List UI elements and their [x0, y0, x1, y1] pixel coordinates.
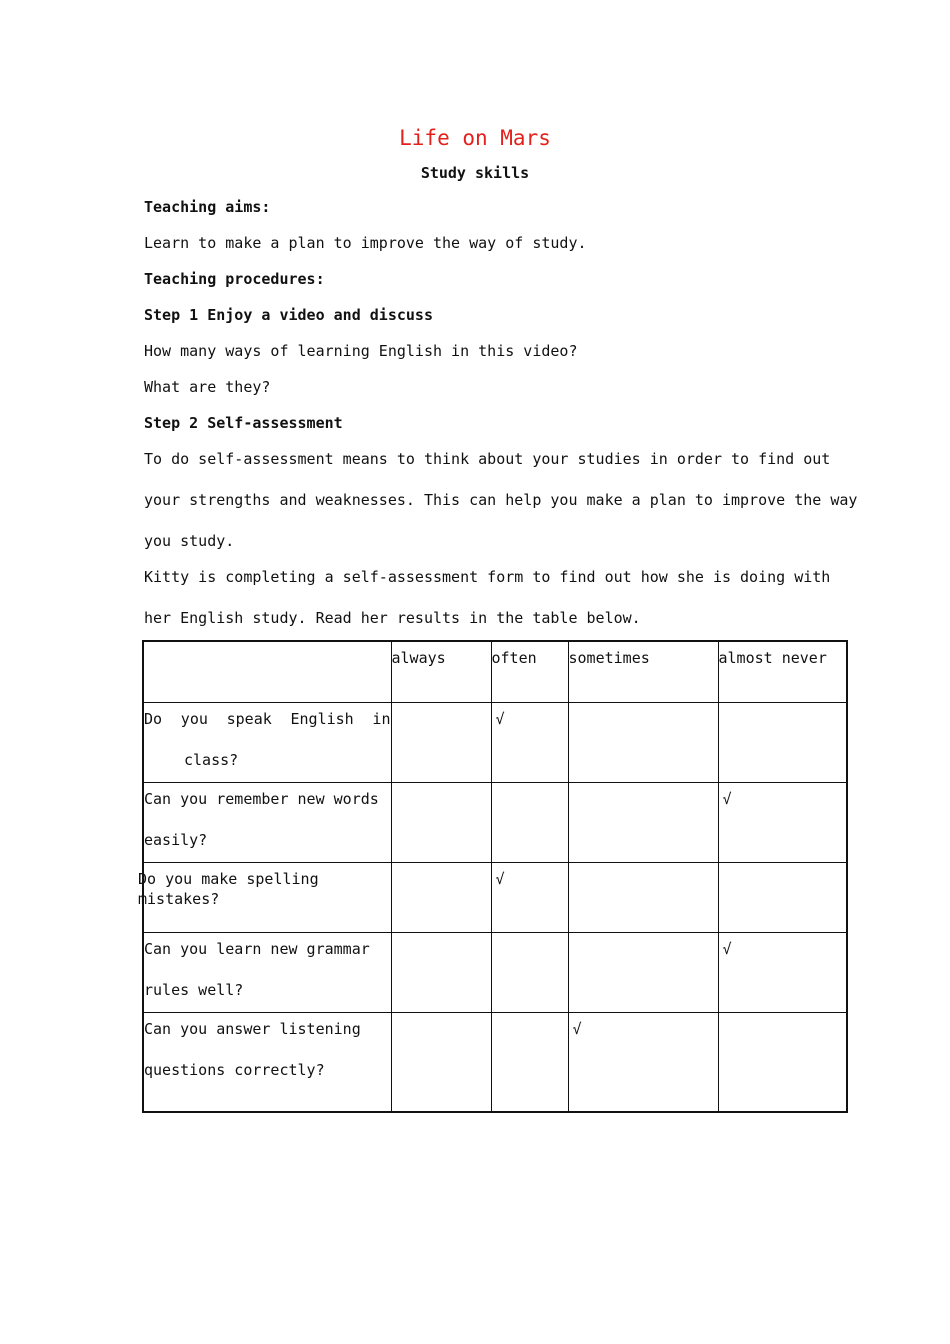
- answer-cell-always: [391, 1012, 491, 1112]
- answer-cell-almost-never: [718, 932, 847, 1012]
- table-header-cell: almost never: [718, 641, 847, 702]
- step1-question-1: How many ways of learning English in this video?: [144, 342, 578, 360]
- self-assessment-table: [138, 640, 848, 1113]
- question-line-1: Can you learn new grammar: [144, 939, 370, 958]
- question-line-1: Can you remember new words: [144, 789, 379, 808]
- step2-para2-line2: her English study. Read her results in the table below.: [144, 609, 641, 627]
- table-header-row: [143, 641, 847, 702]
- answer-cell-almost-never: [718, 782, 847, 862]
- question-line-1: Can you answer listening: [144, 1019, 361, 1038]
- answer-cell-often: [491, 932, 568, 1012]
- answer-cell-sometimes: [568, 862, 718, 932]
- table-header-cell: always: [391, 641, 491, 702]
- question-line-1: Do you speak English in: [144, 709, 391, 728]
- procedures-heading: Teaching procedures:: [144, 270, 325, 288]
- answer-cell-sometimes: [568, 782, 718, 862]
- answer-cell-sometimes: [568, 702, 718, 782]
- table-header-cell: often: [491, 641, 568, 702]
- table-row: [143, 932, 847, 1012]
- answer-cell-always: [391, 702, 491, 782]
- check-mark: √: [572, 1019, 582, 1038]
- answer-cell-often: [491, 782, 568, 862]
- step2-para2-line1: Kitty is completing a self-assessment form to find out how she is doing with: [144, 568, 831, 586]
- table-row: [143, 862, 847, 932]
- table-row: [143, 782, 847, 862]
- answer-cell-almost-never: [718, 1012, 847, 1112]
- question-line-1: Do you make spelling mistakes?: [138, 869, 319, 908]
- step2-para1-line1: To do self-assessment means to think about your studies in order to find out: [144, 450, 831, 468]
- question-cell: [143, 782, 391, 862]
- question-cell: [143, 1012, 391, 1112]
- step1-heading: Step 1 Enjoy a video and discuss: [144, 306, 433, 324]
- answer-cell-sometimes: [568, 1012, 718, 1112]
- question-cell: [143, 702, 391, 782]
- question-line-2: rules well?: [144, 980, 244, 999]
- question-line-2: easily?: [144, 830, 208, 849]
- check-mark: √: [495, 709, 505, 728]
- step2-para1-line2: your strengths and weaknesses. This can help you make a plan to improve the way: [144, 491, 858, 509]
- question-line-2: class?: [184, 750, 239, 769]
- table-header-cell: sometimes: [568, 641, 718, 702]
- check-mark: √: [495, 869, 505, 888]
- answer-cell-always: [391, 932, 491, 1012]
- table-row: [143, 702, 847, 782]
- answer-cell-almost-never: [718, 702, 847, 782]
- step2-para1-line3: you study.: [144, 532, 235, 550]
- answer-cell-often: [491, 702, 568, 782]
- question-line-2: questions correctly?: [144, 1060, 325, 1079]
- step2-heading: Step 2 Self-assessment: [144, 414, 343, 432]
- aims-text: Learn to make a plan to improve the way of study.: [144, 234, 587, 252]
- step1-question-2: What are they?: [144, 378, 271, 396]
- table-row: [143, 1012, 847, 1112]
- table-header-cell: [143, 641, 391, 702]
- question-cell: [143, 932, 391, 1012]
- check-mark: √: [722, 939, 732, 958]
- aims-heading: Teaching aims:: [144, 198, 271, 216]
- answer-cell-often: [491, 1012, 568, 1112]
- answer-cell-almost-never: [718, 862, 847, 932]
- answer-cell-always: [391, 782, 491, 862]
- answer-cell-always: [391, 862, 491, 932]
- question-cell: [138, 862, 391, 932]
- document-subtitle: Study skills: [420, 164, 530, 182]
- document-title: Life on Mars: [399, 126, 551, 150]
- answer-cell-sometimes: [568, 932, 718, 1012]
- answer-cell-often: [491, 862, 568, 932]
- check-mark: √: [722, 789, 732, 808]
